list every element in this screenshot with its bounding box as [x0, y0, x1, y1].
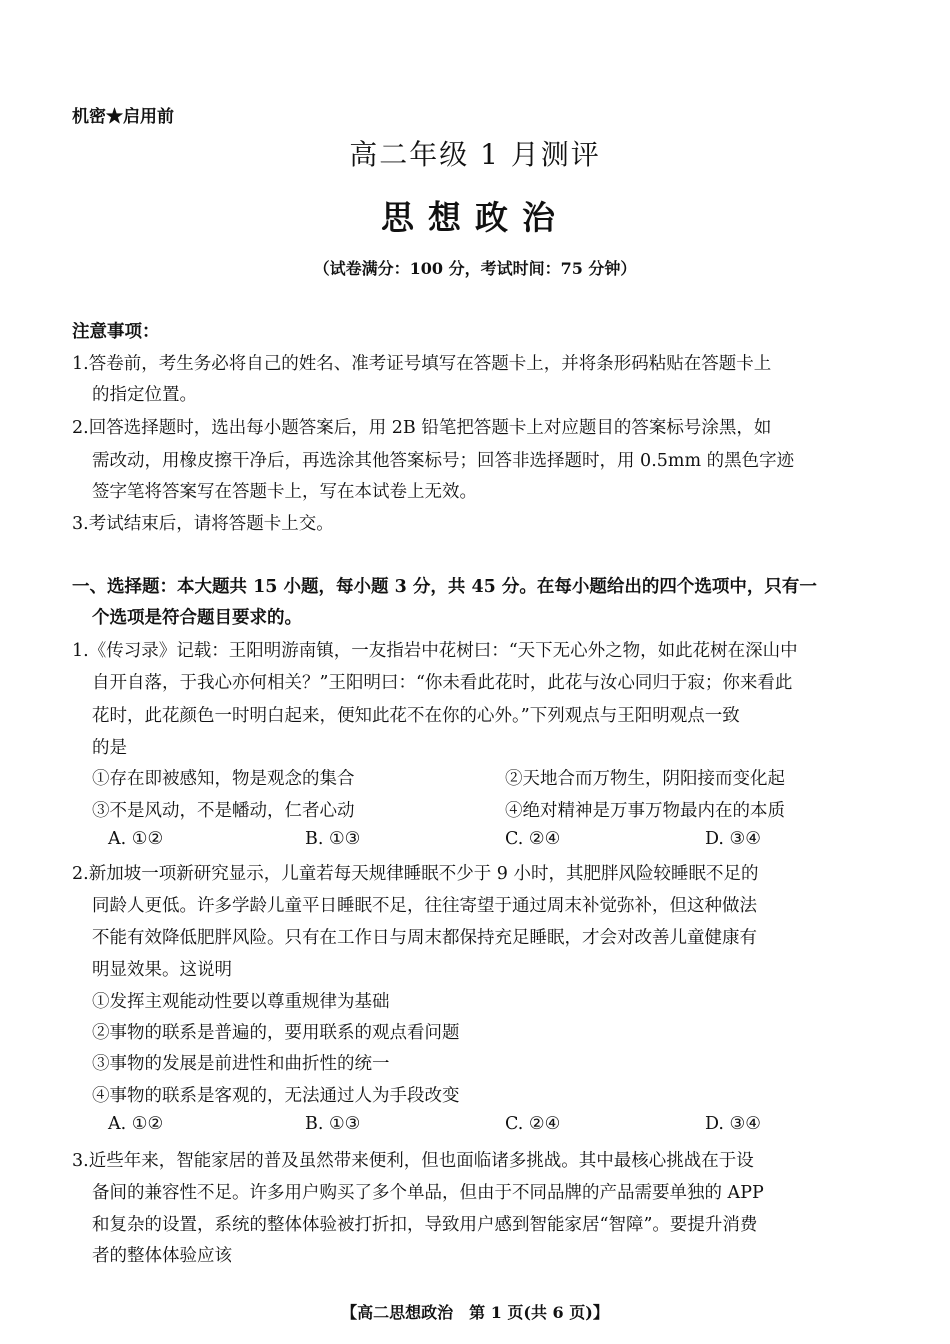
- q1-stem-line: 自开自落，于我心亦何相关？”王阳明曰：“你未看此花时，此花与汝心同归于寂；你来看此: [92, 673, 793, 693]
- q1-option-a[interactable]: A. ①②: [108, 829, 164, 849]
- q1-option-b[interactable]: B. ①③: [305, 829, 361, 849]
- notice-line: 签字笔将答案写在答题卡上，写在本试卷上无效。: [92, 482, 477, 502]
- q2-stem-line: 同龄人更低。许多学龄儿童平日睡眠不足，往往寄望于通过周末补觉弥补，但这种做法: [92, 896, 757, 916]
- q2-statement: ②事物的联系是普遍的，要用联系的观点看问题: [92, 1023, 460, 1043]
- q2-option-b[interactable]: B. ①③: [305, 1114, 361, 1134]
- q3-stem-line: 和复杂的设置，系统的整体体验被打折扣，导致用户感到智能家居“智障”。要提升消费: [92, 1215, 758, 1235]
- q1-statement: ③不是风动，不是幡动，仁者心动: [92, 801, 355, 821]
- q2-statement: ①发挥主观能动性要以尊重规律为基础: [92, 992, 390, 1012]
- q2-stem-line: 明显效果。这说明: [92, 960, 232, 980]
- q1-statement: ①存在即被感知，物是观念的集合: [92, 769, 355, 789]
- q1-option-d[interactable]: D. ③④: [705, 829, 761, 849]
- subject-title: 思想政治: [381, 198, 569, 237]
- q1-option-c[interactable]: C. ②④: [505, 829, 561, 849]
- q2-statement: ④事物的联系是客观的，无法通过人为手段改变: [92, 1086, 460, 1106]
- notice-line: 3.考试结束后，请将答题卡上交。: [72, 514, 334, 534]
- q1-stem-line: 花时，此花颜色一时明白起来，便知此花不在你的心外。”下列观点与王阳明观点一致: [92, 706, 740, 726]
- q1-statement: ④绝对精神是万事万物最内在的本质: [505, 801, 785, 821]
- q3-stem-line: 者的整体体验应该: [92, 1246, 232, 1266]
- exam-info: （试卷满分：100 分，考试时间：75 分钟）: [313, 259, 637, 278]
- q2-stem-line: 2.新加坡一项新研究显示，儿童若每天规律睡眠不少于 9 小时，其肥胖风险较睡眠不足的: [72, 864, 759, 884]
- page-footer: 【高二思想政治 第 1 页(共 6 页)】: [341, 1303, 609, 1322]
- section-heading: 一、选择题：本大题共 15 小题，每小题 3 分，共 45 分。在每小题给出的四个选项中，只有一: [72, 577, 817, 597]
- q1-stem-line: 1.《传习录》记载：王阳明游南镇，一友指岩中花树曰：“天下无心外之物，如此花树在深山中: [72, 641, 798, 661]
- q2-stem-line: 不能有效降低肥胖风险。只有在工作日与周末都保持充足睡眠，才会对改善儿童健康有: [92, 928, 757, 948]
- q1-statement: ②天地合而万物生，阴阳接而变化起: [505, 769, 785, 789]
- notice-line: 的指定位置。: [92, 385, 197, 405]
- exam-title: 高二年级 1 月测评: [349, 138, 601, 171]
- q3-stem-line: 备间的兼容性不足。许多用户购买了多个单品，但由于不同品牌的产品需要单独的 APP: [92, 1183, 764, 1203]
- notice-line: 需改动，用橡皮擦干净后，再选涂其他答案标号；回答非选择题时，用 0.5mm 的黑色字迹: [92, 451, 795, 471]
- q1-stem-line: 的是: [92, 738, 127, 758]
- q2-option-c[interactable]: C. ②④: [505, 1114, 561, 1134]
- q2-statement: ③事物的发展是前进性和曲折性的统一: [92, 1054, 390, 1074]
- q2-option-a[interactable]: A. ①②: [108, 1114, 164, 1134]
- q3-stem-line: 3.近些年来，智能家居的普及虽然带来便利，但也面临诸多挑战。其中最核心挑战在于设: [72, 1151, 754, 1171]
- notice-line: 1.答卷前，考生务必将自己的姓名、准考证号填写在答题卡上，并将条形码粘贴在答题卡上: [72, 354, 772, 374]
- section-heading-cont: 个选项是符合题目要求的。: [92, 608, 302, 628]
- notice-heading: 注意事项：: [72, 322, 160, 342]
- confidential-label: 机密★启用前: [72, 107, 174, 127]
- notice-line: 2.回答选择题时，选出每小题答案后，用 2B 铅笔把答题卡上对应题目的答案标号涂黑，如: [72, 418, 772, 438]
- q2-option-d[interactable]: D. ③④: [705, 1114, 761, 1134]
